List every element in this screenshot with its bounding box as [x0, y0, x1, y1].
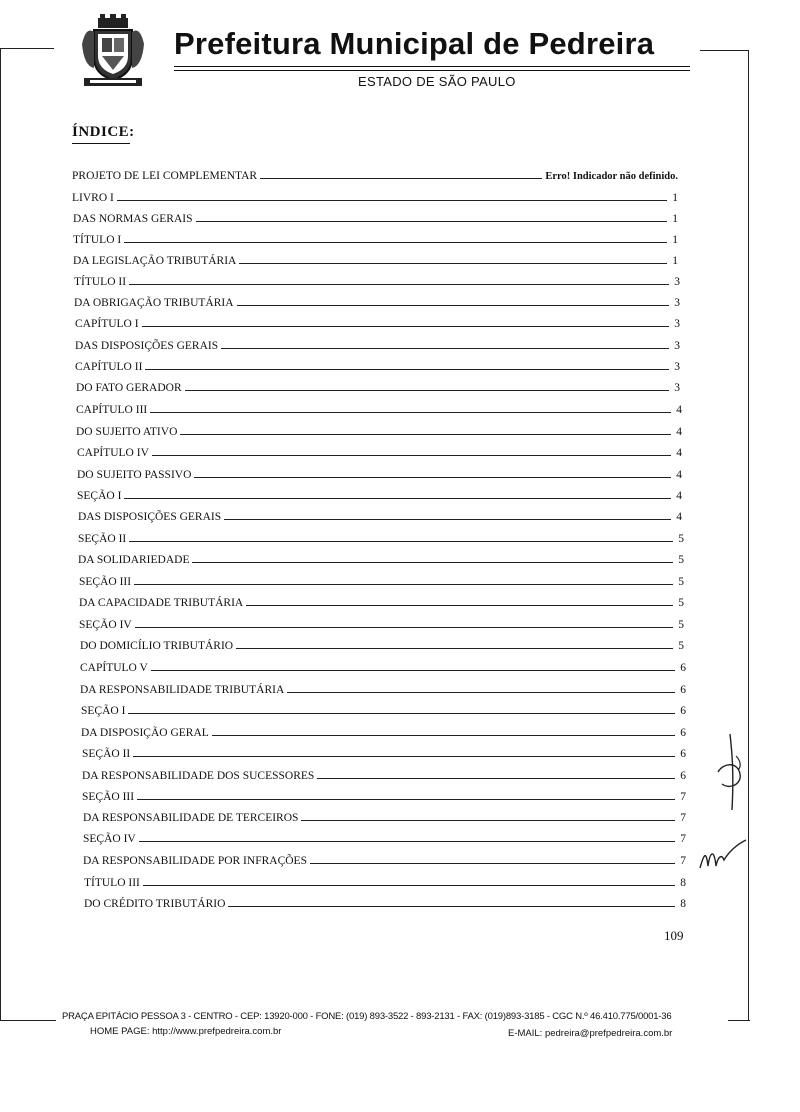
toc-entry-label: DAS DISPOSIÇÕES GERAIS	[78, 511, 222, 523]
toc-entry-page: 4	[676, 447, 682, 459]
toc-leader-line	[185, 380, 669, 391]
toc-entry-page: 5	[678, 576, 684, 588]
toc-entry-page: 4	[676, 490, 682, 502]
toc-entry	[76, 402, 682, 418]
toc-entry-label: TÍTULO III	[84, 877, 140, 889]
toc-entry	[83, 831, 686, 847]
index-heading: ÍNDICE:	[72, 124, 135, 140]
toc-leader-line	[310, 853, 675, 864]
toc-entry-label: DA LEGISLAÇÃO TRIBUTÁRIA	[73, 255, 237, 267]
toc-leader-line	[317, 768, 675, 779]
toc-leader-line	[124, 488, 671, 499]
toc-entry-page: 4	[676, 469, 682, 481]
toc-entry-page: 8	[680, 877, 686, 889]
toc-entry	[72, 190, 678, 206]
toc-entry	[76, 424, 682, 440]
toc-entry-label: DA DISPOSIÇÃO GERAL	[81, 727, 209, 739]
toc-leader-line	[196, 211, 668, 222]
toc-entry-label: DA CAPACIDADE TRIBUTÁRIA	[79, 597, 244, 609]
toc-entry	[72, 168, 678, 184]
toc-entry	[75, 316, 680, 332]
toc-leader-line	[180, 424, 671, 435]
toc-entry-page: 3	[674, 361, 680, 373]
toc-leader-line	[236, 638, 673, 649]
toc-leader-line	[246, 595, 673, 606]
toc-entry-page: 1	[672, 234, 678, 246]
toc-entry-page: 1	[672, 213, 678, 225]
toc-entry	[79, 617, 684, 633]
toc-entry	[75, 359, 680, 375]
toc-entry-label: DO SUJEITO ATIVO	[76, 426, 178, 438]
toc-entry	[80, 660, 686, 676]
toc-leader-line	[237, 295, 669, 306]
toc-entry-label: CAPÍTULO IV	[77, 447, 149, 459]
toc-entry-label: DAS NORMAS GERAIS	[73, 213, 193, 225]
toc-entry	[80, 682, 686, 698]
toc-entry-label: CAPÍTULO V	[80, 662, 148, 674]
toc-entry-page: 4	[676, 426, 682, 438]
toc-leader-line	[143, 875, 675, 886]
toc-entry-page: 7	[680, 855, 686, 867]
toc-entry-page: 6	[680, 770, 686, 782]
toc-leader-line	[194, 467, 671, 478]
toc-entry-page: 1	[672, 192, 678, 204]
toc-entry	[76, 380, 680, 396]
toc-entry-label: LIVRO I	[72, 192, 114, 204]
toc-leader-line	[224, 509, 671, 520]
toc-leader-line	[129, 274, 669, 285]
toc-entry	[77, 445, 682, 461]
toc-entry-page: 1	[672, 255, 678, 267]
toc-entry	[79, 574, 684, 590]
toc-entry-label: DO CRÉDITO TRIBUTÁRIO	[84, 898, 226, 910]
toc-leader-line	[287, 682, 675, 693]
page-number: 109	[664, 928, 684, 943]
toc-entry	[81, 725, 686, 741]
toc-entry-label: SEÇÃO II	[78, 533, 127, 545]
toc-entry	[73, 211, 678, 227]
toc-entry-label: DO SUJEITO PASSIVO	[77, 469, 192, 481]
toc-entry-label: CAPÍTULO III	[76, 404, 148, 416]
toc-entry	[84, 896, 686, 912]
toc-entry	[74, 295, 680, 311]
toc-leader-line	[128, 703, 675, 714]
toc-leader-line	[129, 531, 673, 542]
toc-leader-line	[134, 574, 673, 585]
toc-entry-page: 3	[674, 297, 680, 309]
toc-entry-page: 7	[680, 791, 686, 803]
toc-leader-line	[221, 338, 669, 349]
toc-entry-page: 6	[680, 748, 686, 760]
toc-entry	[78, 509, 682, 525]
toc-entry-label: DO DOMICÍLIO TRIBUTÁRIO	[80, 640, 234, 652]
toc-entry-page: 5	[678, 640, 684, 652]
toc-entry-page: 4	[676, 404, 682, 416]
footer-homepage[interactable]: HOME PAGE: http://www.prefpedreira.com.br	[90, 1026, 282, 1037]
toc-entry-page: 6	[680, 727, 686, 739]
toc-entry-page: 5	[678, 554, 684, 566]
toc-leader-line	[117, 190, 667, 201]
toc-entry	[73, 253, 678, 269]
toc-entry	[74, 274, 680, 290]
toc-leader-line	[124, 232, 667, 243]
toc-entry	[82, 768, 686, 784]
toc-leader-line	[260, 168, 542, 179]
toc-leader-line	[151, 660, 675, 671]
toc-entry-page: 3	[674, 382, 680, 394]
toc-leader-line	[150, 402, 671, 413]
toc-entry-label: TÍTULO II	[74, 276, 127, 288]
toc-entry-page: 6	[680, 684, 686, 696]
toc-leader-line	[192, 552, 673, 563]
toc-leader-line	[145, 359, 669, 370]
toc-entry-label: SEÇÃO III	[82, 791, 135, 803]
toc-entry	[78, 552, 684, 568]
toc-entry	[84, 875, 686, 891]
toc-entry-page: 3	[674, 340, 680, 352]
page-subtitle: ESTADO DE SÃO PAULO	[358, 74, 516, 89]
toc-entry-page: 3	[674, 318, 680, 330]
toc-entry-label: TÍTULO I	[73, 234, 122, 246]
toc-leader-line	[239, 253, 667, 264]
footer-address: PRAÇA EPITÁCIO PESSOA 3 - CENTRO - CEP: 13920-000 - FONE: (019) 893-3522 - 893-2131 - FAX: (019)893-3185 - CGC N.º 46.410.775/0001-36	[62, 1011, 672, 1022]
toc-entry-label: SEÇÃO III	[79, 576, 132, 588]
handwritten-signature-icon	[698, 836, 748, 876]
toc-entry-label: CAPÍTULO II	[75, 361, 143, 373]
toc-entry	[82, 746, 686, 762]
toc-entry-label: DO FATO GERADOR	[76, 382, 182, 394]
toc-entry-label: DA RESPONSABILIDADE TRIBUTÁRIA	[80, 684, 285, 696]
toc-entry-label: DA OBRIGAÇÃO TRIBUTÁRIA	[74, 297, 234, 309]
toc-entry-label: SEÇÃO IV	[79, 619, 132, 631]
toc-leader-line	[133, 746, 675, 757]
toc-entry	[80, 638, 684, 654]
toc-entry-label: PROJETO DE LEI COMPLEMENTAR	[72, 170, 258, 182]
toc-entry	[73, 232, 678, 248]
toc-entry-label: DA RESPONSABILIDADE DOS SUCESSORES	[82, 770, 315, 782]
handwritten-initials-icon	[708, 732, 752, 812]
toc-entry-page: 5	[678, 533, 684, 545]
toc-leader-line	[301, 810, 675, 821]
toc-entry-label: DA RESPONSABILIDADE DE TERCEIROS	[83, 812, 299, 824]
toc-entry-page: 3	[674, 276, 680, 288]
toc-entry	[83, 810, 686, 826]
toc-entry-page: 7	[680, 812, 686, 824]
toc-entry-label: DA SOLIDARIEDADE	[78, 554, 190, 566]
toc-entry-page: 8	[680, 898, 686, 910]
toc-leader-line	[142, 316, 669, 327]
toc-entry	[83, 853, 686, 869]
toc-entry	[82, 789, 686, 805]
toc-leader-line	[228, 896, 675, 907]
toc-entry-label: SEÇÃO I	[77, 490, 122, 502]
toc-entry-page: 4	[676, 511, 682, 523]
toc-leader-line	[152, 445, 671, 456]
toc-entry	[79, 595, 684, 611]
toc-entry	[77, 488, 682, 504]
toc-entry-label: SEÇÃO IV	[83, 833, 136, 845]
toc-entry-label: DAS DISPOSIÇÕES GERAIS	[75, 340, 219, 352]
toc-leader-line	[212, 725, 675, 736]
toc-entry-page: 5	[678, 597, 684, 609]
toc-entry	[77, 467, 682, 483]
page-title: Prefeitura Municipal de Pedreira	[174, 26, 655, 61]
toc-leader-line	[139, 831, 675, 842]
toc-entry-page: 5	[678, 619, 684, 631]
toc-entry-page: 6	[680, 662, 686, 674]
toc-leader-line	[135, 617, 673, 628]
toc-entry	[81, 703, 686, 719]
toc-leader-line	[137, 789, 675, 800]
toc-entry-label: DA RESPONSABILIDADE POR INFRAÇÕES	[83, 855, 307, 867]
footer-email[interactable]: E-MAIL: pedreira@prefpedreira.com.br	[508, 1028, 673, 1039]
toc-entry	[78, 531, 684, 547]
toc-entry-label: SEÇÃO I	[81, 705, 126, 717]
toc-entry	[75, 338, 680, 354]
toc-entry-label: CAPÍTULO I	[75, 318, 139, 330]
toc-entry-page: 7	[680, 833, 686, 845]
toc-entry-page: 6	[680, 705, 686, 717]
toc-entry-page: Erro! Indicador não definido.	[545, 171, 678, 182]
toc-entry-label: SEÇÃO II	[82, 748, 131, 760]
